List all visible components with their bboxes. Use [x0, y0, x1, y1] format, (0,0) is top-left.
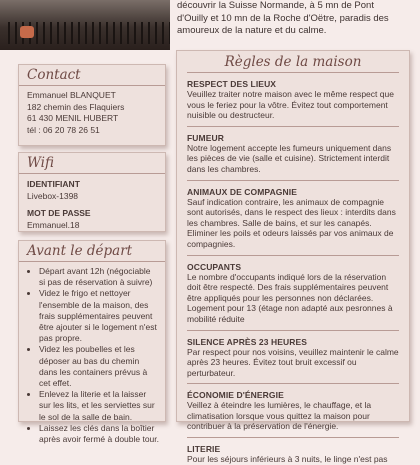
rule-heading: RESPECT DES LIEUX: [187, 79, 277, 89]
contact-phone: tél : 06 20 78 26 51: [27, 124, 100, 135]
list-item: • Enlevez la literie et la laisser sur les lits, et les serviettes sur le sol de la salle de bain.: [39, 389, 159, 423]
contact-card: [18, 64, 166, 146]
divider: [187, 180, 399, 181]
rule-section: [177, 337, 409, 385]
intro-line: amoureux de la nature et du calme.: [177, 25, 327, 36]
list-item: • Départ avant 12h (négociable si pas de réservation à suivre): [39, 266, 159, 288]
divider: [187, 126, 399, 127]
divider: [19, 85, 165, 86]
divider: [187, 330, 399, 331]
contact-title: Contact: [27, 67, 81, 83]
wifi-password-label: MOT DE PASSE: [27, 208, 91, 218]
rule-section: [177, 79, 409, 127]
house-rules-title: Règles de la maison: [224, 54, 362, 70]
rule-heading: OCCUPANTS: [187, 261, 242, 272]
rule-text: Veuillez traiter notre maison avec le même respect que vous le feriez pour la vôtre. Évitez tout comportement nuisible ou destructeur.: [187, 89, 394, 121]
rule-heading: SILENCE APRÈS 23 HEURES: [187, 336, 308, 347]
rule-heading: ANIMAUX DE COMPAGNIE: [187, 186, 297, 197]
header-photo: [0, 0, 170, 50]
divider: [187, 437, 399, 438]
intro-line: d'Ouilly et 10 mn de la Roche d'Oëtre, paradis des: [177, 12, 389, 24]
rule-section: [177, 133, 409, 181]
list-item: • Laissez les clés dans la boîtier après avoir fermé à double tour.: [39, 423, 159, 445]
divider: [187, 255, 399, 256]
flower-pot-shape: [20, 26, 34, 38]
contact-city: 61 430 MENIL HUBERT: [27, 113, 119, 123]
list-item: • Videz le frigo et nettoyer l'ensemble de la maison, des frais supplémentaires peuvent être ajouter si le logement n'est pas propre.: [39, 288, 159, 344]
rule-text: Pour les séjours inférieurs à 3 nuits, le linge n'est pas: [187, 454, 388, 465]
wifi-card: [18, 152, 166, 232]
rule-text: Le nombre d'occupants indiqué lors de la réservation doit être respecté. Des frais supplémentaires peuvent être appliqués pour les personnes non déclarées. Logement pour 13 (étage non adapté aux pesronnes à mobilité réduite: [187, 271, 393, 324]
contact-street: 182 chemin des Flaquiers: [27, 101, 125, 112]
contact-name: Emmanuel BLANQUET: [27, 90, 116, 100]
divider: [187, 383, 399, 384]
house-rules-card: [176, 50, 410, 465]
rule-text: Sauf indication contraire, les animaux de compagnie sont autorisés, dans le respect des lieux : interdits dans les chambres. Salle de bains, et sur les canapés. Eliminer les poils et odeurs laissés par vos animaux de compagnies.: [187, 196, 396, 249]
rule-section: [177, 390, 409, 438]
divider: [19, 261, 165, 262]
rule-heading: ÉCONOMIE D'ÉNERGIE: [187, 390, 284, 401]
depart-list: [19, 266, 165, 445]
rule-section: [177, 262, 409, 331]
rule-text: Veillez à éteindre les lumières, le chauffage, et la climatisation lorsque vous quittez la maison pour contribuer à la préservation de l'énergie.: [187, 400, 372, 432]
wifi-id-label: IDENTIFIANT: [27, 179, 80, 189]
intro-text: [177, 0, 417, 38]
intro-line: découvrir la Suisse Normande, à 5 mn de Pont: [177, 0, 374, 11]
depart-card: [18, 240, 166, 445]
divider: [19, 173, 165, 174]
wifi-password-value: Emmanuel.18: [27, 219, 80, 230]
wifi-title: Wifi: [27, 155, 54, 171]
rule-text: Notre logement accepte les fumeurs uniquement dans les pièces de vie (salle et cuisine). Strictement interdit dans les chambres.: [187, 142, 392, 174]
depart-title: Avant le départ: [27, 243, 133, 259]
rule-section: [177, 187, 409, 256]
wifi-id-value: Livebox-1398: [27, 190, 79, 201]
rule-heading: FUMEUR: [187, 132, 224, 143]
rule-text: Par respect pour nos voisins, veuillez maintenir le calme après 23 heures. Évitez tout bruit excessif ou perturbateur.: [187, 346, 399, 378]
list-item: • Videz les poubelles et les déposer au bas du chemin dans les containers prévus à cet effet.: [39, 344, 159, 389]
divider: [187, 72, 399, 73]
rule-section: [177, 444, 409, 465]
rule-heading: LITERIE: [187, 444, 221, 455]
